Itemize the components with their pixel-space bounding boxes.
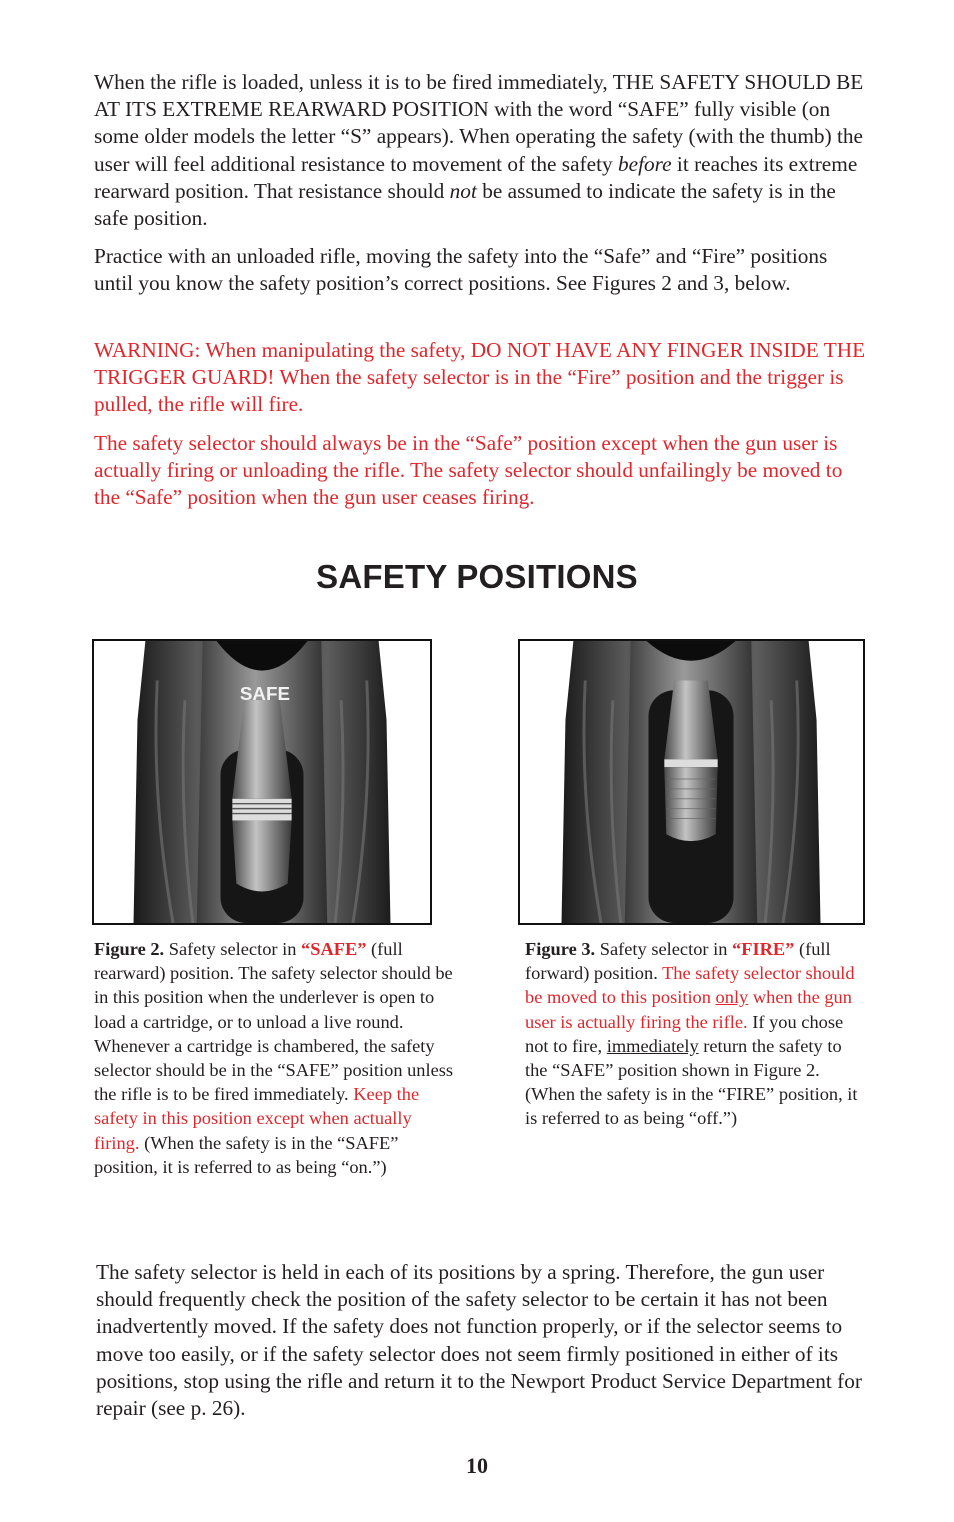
figure-3-text-2: (full forward) position. xyxy=(525,939,831,984)
page-number: 10 xyxy=(466,1453,488,1478)
safe-engraving: SAFE xyxy=(239,683,291,705)
figure-2-label: Figure 2. xyxy=(94,939,165,959)
figure-3-red-note-2: when the gun user is actually firing the rifle. xyxy=(525,987,852,1032)
figure-2-text-1: Safety selector in xyxy=(164,939,302,959)
intro-p1-emphasis-before: before xyxy=(617,151,672,176)
intro-p1-text-b: it reaches its extreme rearward position. That resistance should xyxy=(94,151,858,203)
figure-2-text-3: (When the safety is in the “SAFE” position, it is referred to as being “on.”) xyxy=(94,1132,399,1177)
intro-p1-text-c: be assumed to indicate the safety is in the safe position. xyxy=(94,178,836,231)
figure-3-text-3: If you chose not to fire, xyxy=(525,1011,844,1056)
figure-3-text-4: return the safety to the “SAFE” position shown in Figure 2. (When the safety is in the “FIRE” position, it is referred to as being “off.”) xyxy=(525,1035,858,1129)
figure-3-label: Figure 3. xyxy=(525,939,596,959)
figure-3-text-1: Safety selector in xyxy=(595,939,733,959)
figure-2-red-note: Keep the safety in this position except when actually firing. xyxy=(94,1084,420,1153)
safety-reminder-paragraph: The safety selector should always be in the “Safe” position except when the gun user is actually firing or unloading the rifle. The safety selector should unfailingly be moved to the “Safe” position when the gun user ceases firing. xyxy=(94,431,843,510)
closing-paragraph: The safety selector is held in each of its positions by a spring. Therefore, the gun user should frequently check the position of the safety selector to be certain it has not been inadvertently moved. If the safety does not function properly, or if the selector seems to move too easily, or if the safety selector does not seem firmly positioned in either of its positions, stop using the rifle and return it to the Newport Product Service Department for repair (see p. 26). xyxy=(96,1260,862,1421)
intro-paragraph-1 xyxy=(94,69,869,232)
intro-p1-emphasis-not: not xyxy=(449,178,477,203)
figure-3-caption xyxy=(525,937,863,1131)
figure-2-caption xyxy=(94,937,456,1179)
warning-paragraph: WARNING: When manipulating the safety, DO NOT HAVE ANY FINGER INSIDE THE TRIGGER GUARD! When the safety selector is in the “Fire” position and the trigger is pulled, the rifle will fire. xyxy=(94,338,866,417)
figure-3-red-only: only xyxy=(715,987,749,1008)
figure-2-text-2: (full rearward) position. The safety selector should be in this position when the underlever is open to load a cartridge, or to unload a live round. Whenever a cartridge is chambered, the safety selector should be in the “SAFE” position unless the rifle is to be fired immediately. xyxy=(94,939,454,1105)
intro-p1-text-a: When the rifle is loaded, unless it is to be fired immediately, THE SAFETY SHOULD BE AT ITS EXTREME REARWARD POSITION with the word “SAFE” fully visible (on some older models the letter “S” appears). When operating the safety (with the thumb) the user will feel additional resistance to movement of the safety xyxy=(94,70,864,176)
figure-3-photo xyxy=(518,639,865,925)
figure-2-photo xyxy=(92,639,432,925)
figure-3-fire-highlight: “FIRE” xyxy=(732,939,795,959)
section-heading: SAFETY POSITIONS xyxy=(316,558,638,595)
figure-2-safe-highlight: “SAFE” xyxy=(301,939,367,959)
figure-3-immediately: immediately xyxy=(606,1035,699,1056)
intro-paragraph-2: Practice with an unloaded rifle, moving the safety into the “Safe” and “Fire” positions until you know the safety position’s correct positions. See Figures 2 and 3, below. xyxy=(94,244,828,296)
figure-3-red-note-1: The safety selector should be moved to this position xyxy=(525,963,855,1008)
